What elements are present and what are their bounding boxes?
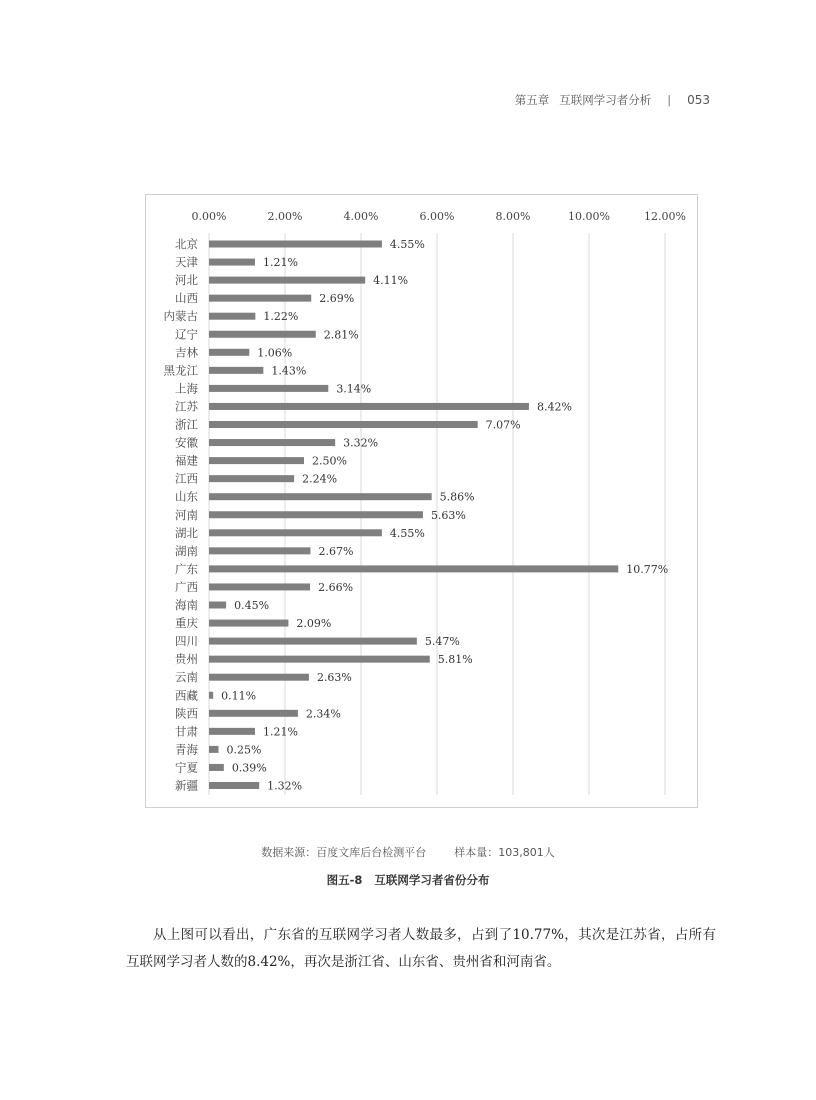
category-label: 江西 xyxy=(175,471,198,486)
category-label: 湖北 xyxy=(175,525,198,540)
data-label: 1.06% xyxy=(257,346,293,360)
bar xyxy=(209,493,432,500)
category-label: 天津 xyxy=(175,255,198,270)
category-label: 海南 xyxy=(175,598,198,612)
chapter-label: 第五章 xyxy=(514,93,550,107)
data-label: 1.21% xyxy=(262,256,298,270)
bar-chart xyxy=(145,194,698,808)
x-tick-label: 2.00% xyxy=(267,210,303,223)
category-label: 宁夏 xyxy=(175,760,198,775)
category-label: 福建 xyxy=(175,453,198,468)
sample-size: 样本量：103,801人 xyxy=(454,846,555,859)
data-label: 2.67% xyxy=(318,544,354,558)
category-label: 安徽 xyxy=(175,435,198,450)
bar xyxy=(209,439,335,446)
bar xyxy=(209,331,316,338)
category-label: 重庆 xyxy=(175,616,198,631)
page-number: 053 xyxy=(687,93,710,107)
data-label: 1.22% xyxy=(263,310,299,324)
bar xyxy=(209,728,255,735)
category-label: 贵州 xyxy=(175,652,198,667)
bar xyxy=(209,241,382,248)
category-label: 广西 xyxy=(175,579,198,594)
bar xyxy=(209,403,529,410)
x-tick-label: 10.00% xyxy=(568,210,610,223)
data-label: 1.21% xyxy=(262,725,298,739)
data-label: 0.45% xyxy=(234,599,270,612)
data-label: 2.63% xyxy=(316,671,352,685)
bar xyxy=(209,674,309,681)
bar xyxy=(209,475,294,482)
category-label: 辽宁 xyxy=(175,327,198,342)
category-label: 北京 xyxy=(175,237,198,251)
chapter-title: 互联网学习者分析 xyxy=(559,93,652,107)
data-label: 1.43% xyxy=(271,364,307,378)
bar xyxy=(209,565,618,572)
bar xyxy=(209,421,478,428)
data-source: 数据来源：百度文库后台检测平台 xyxy=(261,846,427,859)
bar xyxy=(209,638,417,645)
category-label: 浙江 xyxy=(175,417,198,432)
figure-number: 图五-8 xyxy=(326,873,363,887)
bar xyxy=(209,547,310,554)
bar xyxy=(209,313,255,320)
data-label: 8.42% xyxy=(536,400,572,414)
category-label: 湖南 xyxy=(175,543,198,558)
data-label: 4.11% xyxy=(373,274,409,288)
bar xyxy=(209,529,382,536)
body-paragraph: 从上图可以看出，广东省的互联网学习者人数最多，占到了10.77%，其次是江苏省，占所有互联网学习者人数的8.42%，再次是浙江省、山东省、贵州省和河南省。 xyxy=(126,927,716,970)
bar xyxy=(209,710,298,717)
bar xyxy=(209,746,219,753)
data-label: 0.39% xyxy=(231,761,267,775)
data-label: 2.69% xyxy=(319,292,355,306)
category-label: 新疆 xyxy=(175,778,198,793)
category-label: 山西 xyxy=(175,291,198,306)
bar xyxy=(209,692,213,699)
data-label: 2.66% xyxy=(318,580,354,594)
category-label: 山东 xyxy=(175,489,198,504)
data-label: 2.81% xyxy=(323,328,359,342)
x-tick-label: 8.00% xyxy=(495,210,531,223)
x-tick-label: 6.00% xyxy=(419,210,455,223)
data-label: 5.86% xyxy=(439,490,475,504)
x-tick-label: 12.00% xyxy=(644,210,686,223)
x-tick-label: 0.00% xyxy=(191,210,227,223)
bar xyxy=(209,620,288,627)
category-label: 河北 xyxy=(175,273,198,288)
category-label: 上海 xyxy=(175,381,198,396)
data-label: 2.50% xyxy=(312,454,347,468)
data-label: 2.09% xyxy=(296,617,332,631)
bar xyxy=(209,764,224,771)
bar xyxy=(209,259,255,266)
data-source-line xyxy=(0,844,816,860)
data-label: 4.55% xyxy=(389,238,425,251)
category-label: 青海 xyxy=(175,742,198,757)
category-label: 四川 xyxy=(175,634,198,649)
data-label: 2.24% xyxy=(302,472,338,486)
category-label: 吉林 xyxy=(175,345,198,360)
category-label: 内蒙古 xyxy=(163,309,198,324)
data-label: 3.14% xyxy=(336,382,372,396)
data-label: 2.34% xyxy=(305,707,341,721)
x-tick-label: 4.00% xyxy=(343,210,379,223)
data-label: 5.63% xyxy=(430,508,466,522)
category-label: 陕西 xyxy=(175,706,198,721)
figure-title: 互联网学习者省份分布 xyxy=(374,873,490,887)
category-label: 黑龙江 xyxy=(163,363,198,378)
data-label: 3.32% xyxy=(343,436,379,450)
bar xyxy=(209,367,263,374)
data-label: 0.25% xyxy=(226,743,262,757)
bar xyxy=(209,656,430,663)
bar xyxy=(209,277,365,284)
bar xyxy=(209,457,304,464)
category-label: 甘肃 xyxy=(175,724,198,739)
data-label: 7.07% xyxy=(485,418,521,432)
figure-caption xyxy=(0,872,816,888)
data-label: 0.11% xyxy=(221,689,257,703)
bar xyxy=(209,583,310,590)
header-separator: | xyxy=(667,93,672,107)
bar-chart-svg xyxy=(146,195,699,809)
bar xyxy=(209,602,226,609)
running-header xyxy=(515,92,710,108)
bar xyxy=(209,349,249,356)
category-label: 云南 xyxy=(175,670,198,685)
data-label: 4.55% xyxy=(389,526,425,540)
bar xyxy=(209,782,259,789)
data-label: 5.81% xyxy=(437,653,473,667)
bar xyxy=(209,295,311,302)
category-label: 西藏 xyxy=(175,688,198,703)
category-label: 江苏 xyxy=(175,399,198,414)
bar xyxy=(209,385,328,392)
category-label: 河南 xyxy=(175,507,198,522)
data-label: 5.47% xyxy=(424,635,460,649)
data-label: 1.32% xyxy=(267,779,303,793)
category-label: 广东 xyxy=(175,561,198,576)
data-label: 10.77% xyxy=(626,562,669,576)
bar xyxy=(209,511,423,518)
